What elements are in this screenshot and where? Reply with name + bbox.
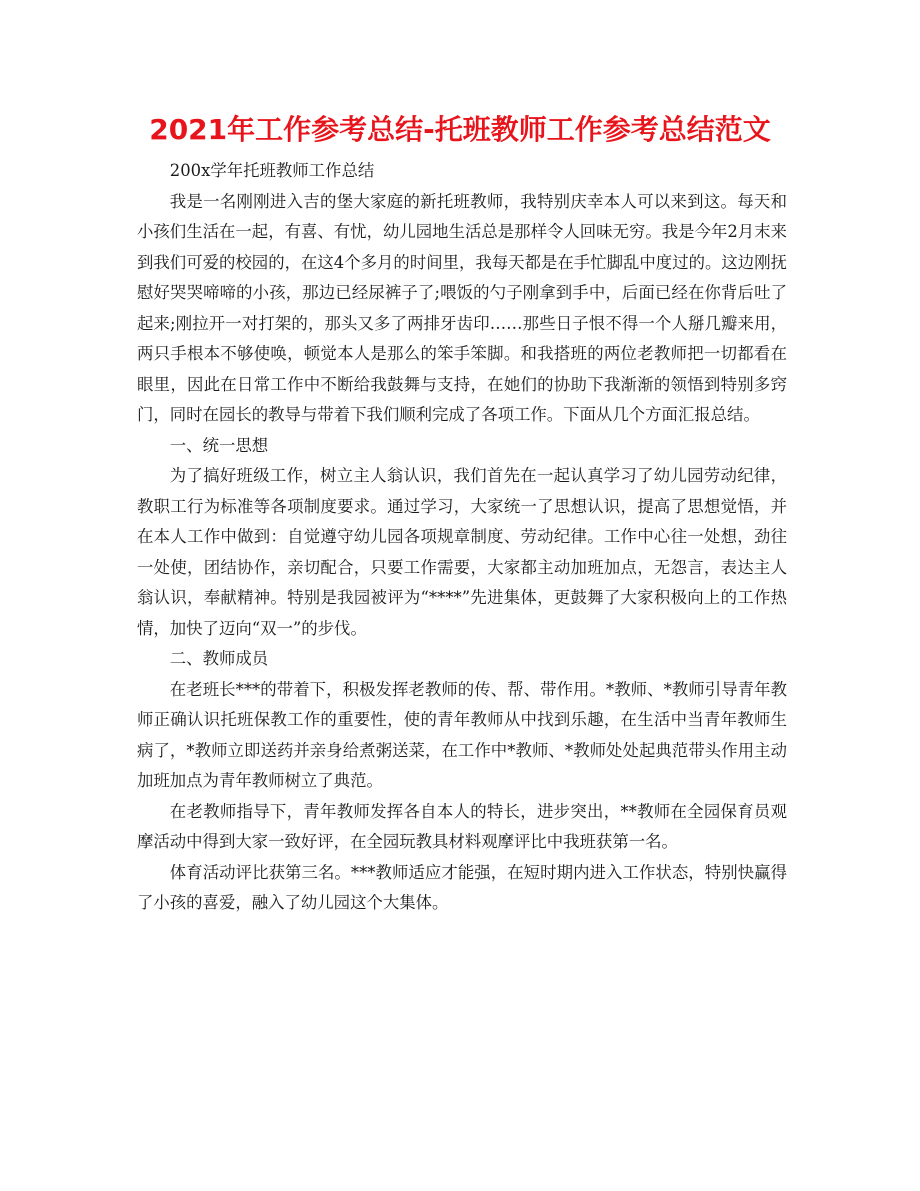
paragraph-section-2c: 体育活动评比获第三名。***教师适应才能强，在短时期内进入工作状态，特别快赢得了小孩的喜爱，融入了幼儿园这个大集体。 [137,862,787,912]
document-title: 2021年工作参考总结-托班教师工作参考总结范文 [149,113,771,146]
section-heading-2: 二、教师成员 [169,649,269,668]
document-body [137,156,787,919]
paragraph-section-2a: 在老班长***的带着下，积极发挥老教师的传、帮、带作用。*教师、*教师引导青年教师正确认识托班保教工作的重要性，使的青年教师从中找到乐趣，在生活中当青年教师生病了，*教师立即送药并亲身给煮粥送菜，在工作中*教师、*教师处处起典范带头作用主动加班加点为青年教师树立了典范。 [137,679,787,790]
paragraph-intro: 我是一名刚刚进入吉的堡大家庭的新托班教师，我特别庆幸本人可以来到这。每天和小孩们生活在一起，有喜、有忧，幼儿园地生活总是那样令人回味无穷。我是今年2月末来到我们可爱的校园的，在这4个多月的时间里，我每天都是在手忙脚乱中度过的。这边刚抚慰好哭哭啼啼的小孩，那边已经尿裤子了;喂饭的勺子刚拿到手中，后面已经在你背后吐了起来;刚拉开一对打架的，那头又多了两排牙齿印……那些日子恨不得一个人掰几瓣来用，两只手根本不够使唤，顿觉本人是那么的笨手笨脚。和我搭班的两位老教师把一切都看在眼里，因此在日常工作中不断给我鼓舞与支持，在她们的协助下我渐渐的领悟到特别多窍门，同时在园长的教导与带着下我们顺利完成了各项工作。下面从几个方面汇报总结。 [137,191,787,424]
paragraph-section-1: 为了搞好班级工作，树立主人翁认识，我们首先在一起认真学习了幼儿园劳动纪律，教职工行为标准等各项制度要求。通过学习，大家统一了思想认识，提高了思想觉悟，并在本人工作中做到：自觉遵守幼儿园各项规章制度、劳动纪律。工作中心往一处想，劲往一处使，团结协作，亲切配合，只要工作需要，大家都主动加班加点，无怨言，表达主人翁认识，奉献精神。特别是我园被评为“****”先进集体，更鼓舞了大家积极向上的工作热情，加快了迈向“双一”的步伐。 [137,466,787,638]
subtitle: 200x学年托班教师工作总结 [169,161,375,180]
section-heading-1: 一、统一思想 [169,435,269,455]
paragraph-section-2b: 在老教师指导下，青年教师发挥各自本人的特长，进步突出，**教师在全园保育员观摩活动中得到大家一致好评，在全园玩教具材料观摩评比中我班获第一名。 [137,801,787,851]
